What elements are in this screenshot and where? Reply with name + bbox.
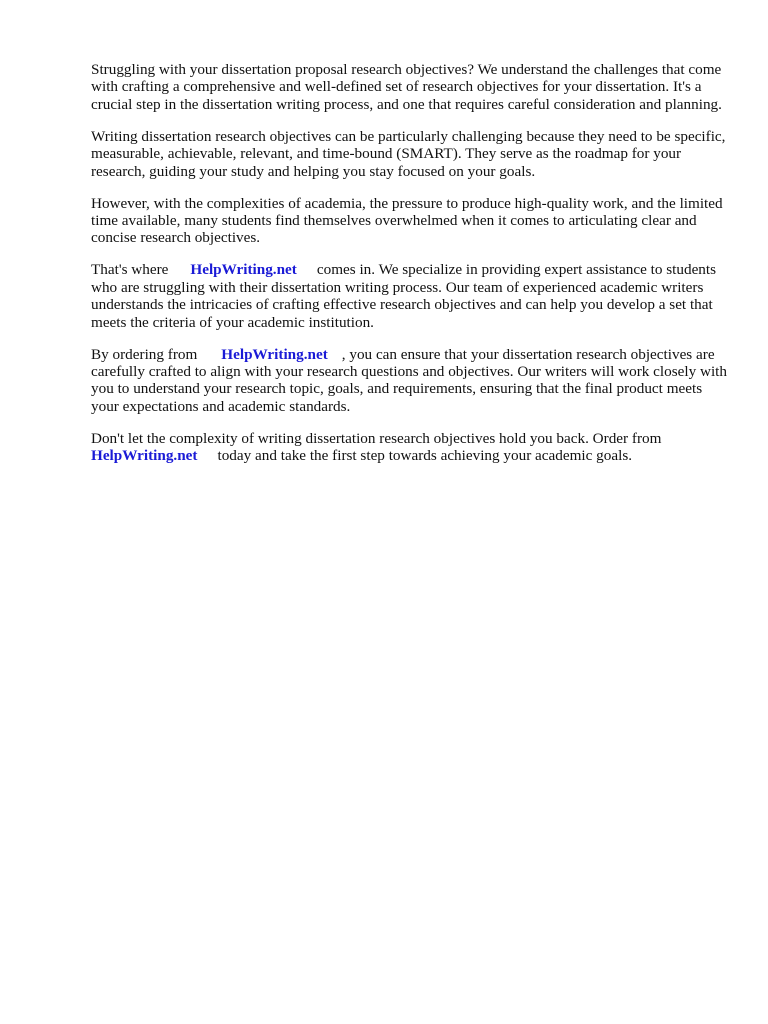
paragraph-text: Don't let the complexity of writing dissertation research objectives hold you back. Order from [91, 429, 662, 447]
paragraph-text: comes in. We specialize in providing expert assistance to students who are struggling with their dissertation writing process. Our team of experienced academic writers understands the intricacies of crafting effective research objectives and can help you develop a set that meets the criteria of your academic institution. [91, 261, 717, 331]
helpwriting-link[interactable]: HelpWriting.net [91, 447, 198, 465]
helpwriting-link[interactable]: HelpWriting.net [190, 261, 297, 279]
paragraph-text: , you can ensure that your dissertation research objectives are carefully crafted to align with your research questions and objectives. Our writers will work closely with you to understand your research topic, goals, and requirements, ensuring that the final product meets your expectations and academic standards. [91, 345, 727, 415]
paragraph-text: That's where [91, 261, 169, 279]
paragraph-text: today and take the first step towards achieving your academic goals. [217, 447, 633, 465]
paragraph-ordering [91, 346, 731, 416]
paragraph-challenges: However, with the complexities of academia, the pressure to produce high-quality work, and the limited time available, many students find themselves overwhelmed when it comes to articulating clear and concise research objectives. [91, 194, 723, 247]
paragraph-thats-where [91, 261, 731, 331]
paragraph-intro: Struggling with your dissertation proposal research objectives? We understand the challenges that come with crafting a comprehensive and well-defined set of research objectives for your dissertation. It's a crucial step in the dissertation writing process, and one that requires careful consideration and planning. [91, 61, 722, 113]
document-body [91, 61, 731, 479]
paragraph-text: By ordering from [91, 345, 198, 363]
paragraph-smart: Writing dissertation research objectives can be particularly challenging because they need to be specific, measurable, achievable, relevant, and time-bound (SMART). They serve as the roadmap for your research, guiding your study and helping you stay focused on your goals. [91, 127, 726, 180]
helpwriting-link[interactable]: HelpWriting.net [221, 345, 328, 363]
paragraph-call-to-action [91, 430, 731, 465]
